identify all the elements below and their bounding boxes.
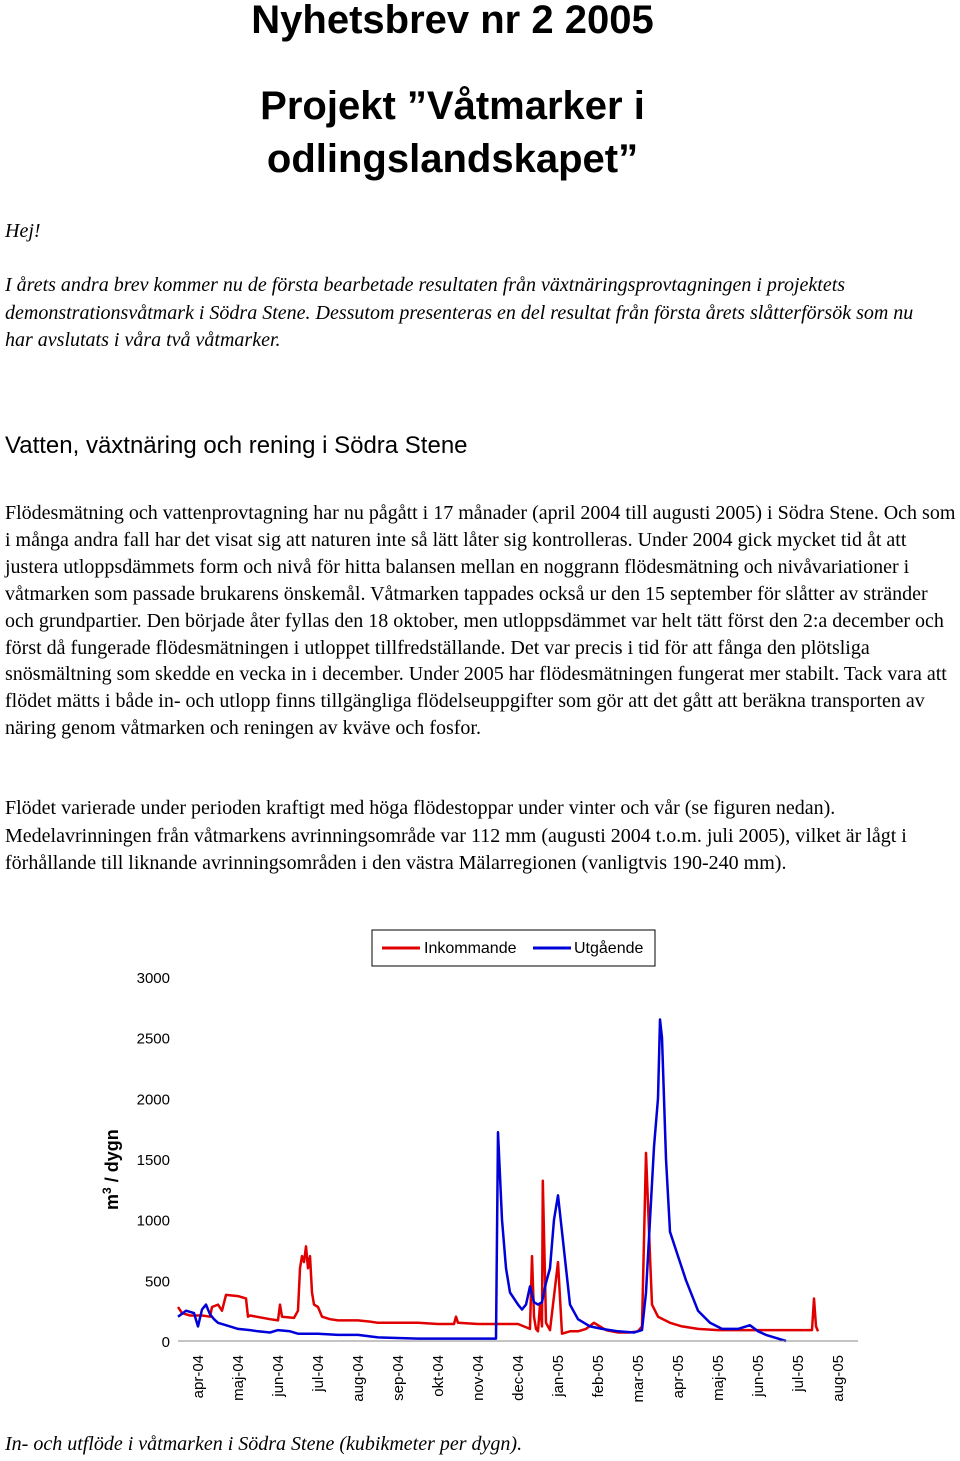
body-paragraph-2: Flödet varierade under perioden kraftigt med höga flödestoppar under vinter och vår (se figuren nedan). Medelavrinningen från våtmarkens avrinningsområde var 112 mm (augusti 2004 t.o.m. juli 2005), vilket är lågt i förhållande till liknande avrinningsområden i den västra Mälarregionen (vanligtvis 190-240 mm). xyxy=(5,797,907,874)
x-tick-label: jul-05 xyxy=(790,1355,807,1392)
y-tick-label: 2500 xyxy=(136,1030,170,1048)
y-tick-label: 1000 xyxy=(136,1212,170,1230)
y-tick-label: 2000 xyxy=(136,1091,170,1109)
x-tick-label: nov-04 xyxy=(470,1355,487,1401)
x-tick-label: sep-04 xyxy=(390,1355,407,1401)
body-paragraph-1: Flödesmätning och vattenprovtagning har nu pågått i 17 månader (april 2004 till augusti 2005) i Södra Stene. Och som i många andra fall har det visat sig att naturen inte så lätt låter sig kontrolleras. Under 2004 gick mycket tid åt att justera utloppsdämmets form och nivå för hitta balansen mellan en noggrann flödesmätning och nivåvariationer i våtmarken som passade brukarens önskemål. Våtmarken tappades också ur den 15 september för slåtter av stränder och grundpartier. Den började åter fyllas den 18 oktober, men utloppsdämmet var helt tätt först den 2:a december och först då fungerade flödesmätningen i utloppet tillfredställande. Det var precis i tid för att fånga den plötsliga snösmältning som skedde en vecka in i december. Under 2005 har flödesmätningen fungerat mer stabilt. Tack vara att flödet mätts i både in- och utlopp finns tillgängliga flödelseuppgifter som gör att det gått att beräkna transporten av näring genom våtmarken och reningen av kväve och fosfor. xyxy=(5,502,956,740)
y-tick-label: 0 xyxy=(161,1334,170,1351)
project-title xyxy=(0,80,905,186)
x-tick-label: mar-05 xyxy=(630,1355,647,1403)
y-axis-label xyxy=(100,1129,122,1210)
x-tick-label: jun-05 xyxy=(750,1355,767,1397)
y-tick-label: 500 xyxy=(144,1273,170,1291)
y-axis-label-base: m xyxy=(102,1193,122,1210)
project-title-line2: odlingslandskapet” xyxy=(266,137,639,181)
newsletter-title: Nyhetsbrev nr 2 2005 xyxy=(251,0,654,42)
intro-paragraph: I årets andra brev kommer nu de första bearbetade resultaten från växtnäringsprovtagningen i projektets demonstrationsvåtmark i Södra Stene. Dessutom presenteras en del resultat från första årets slåtterförsök som nu har avslutats i våra två våtmarker. xyxy=(5,274,914,351)
y-tick-label: 1500 xyxy=(136,1152,170,1169)
series-line-utgaende xyxy=(178,1020,786,1342)
x-tick-label: maj-04 xyxy=(230,1355,247,1401)
x-tick-label: apr-05 xyxy=(670,1355,687,1399)
x-tick-label: aug-04 xyxy=(350,1355,367,1402)
y-tick-label: 3000 xyxy=(136,970,170,987)
x-tick-label: apr-04 xyxy=(190,1355,207,1399)
x-tick-label: maj-05 xyxy=(710,1355,727,1401)
x-tick-label: jul-04 xyxy=(310,1355,327,1392)
x-tick-label: jan-05 xyxy=(550,1355,567,1397)
x-tick-label: okt-04 xyxy=(430,1355,447,1397)
y-axis-label-sup: 3 xyxy=(100,1187,114,1194)
greeting: Hej! xyxy=(5,220,41,242)
chart-legend xyxy=(372,930,655,966)
x-tick-label: jun-04 xyxy=(270,1355,287,1397)
y-axis-label-rest: / dygn xyxy=(102,1129,122,1188)
legend-label-utgaende: Utgående xyxy=(574,940,644,957)
project-title-line1: Projekt ”Våtmarker i xyxy=(260,84,645,128)
flow-chart xyxy=(0,925,960,1425)
figure-caption: In- och utflöde i våtmarken i Södra Stene (kubikmeter per dygn). xyxy=(5,1433,523,1455)
section-heading: Vatten, växtnäring och rening i Södra Stene xyxy=(5,432,468,459)
x-tick-label: feb-05 xyxy=(590,1355,607,1398)
x-tick-label: dec-04 xyxy=(510,1355,527,1401)
x-tick-label: aug-05 xyxy=(830,1355,847,1402)
legend-label-inkommande: Inkommande xyxy=(424,940,517,957)
